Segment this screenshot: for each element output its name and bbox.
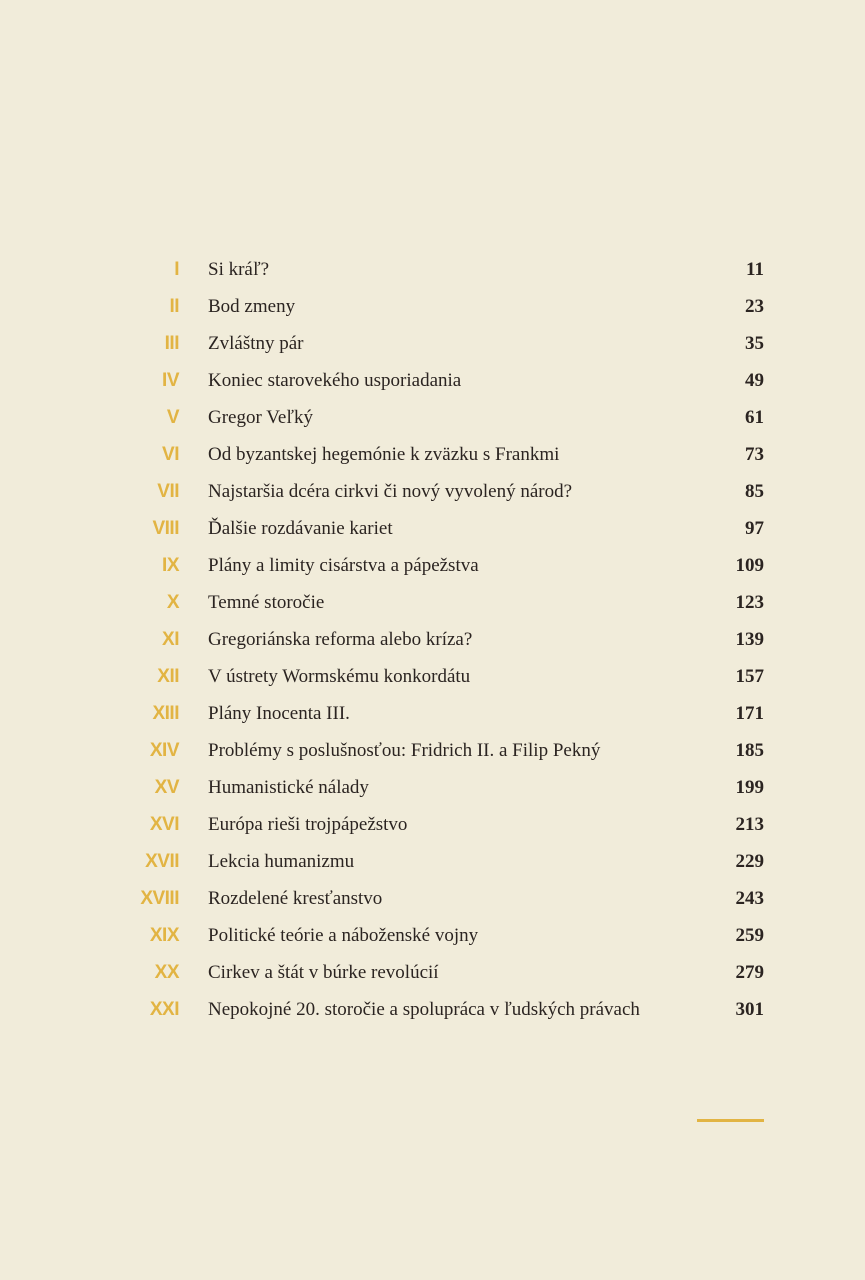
toc-entry [0, 769, 865, 806]
chapter-number: VIII [152, 518, 179, 539]
chapter-number: X [166, 592, 179, 613]
chapter-number: XV [154, 777, 179, 798]
toc-entry [0, 584, 865, 621]
toc-entry [0, 436, 865, 473]
toc-entry [0, 991, 865, 1028]
chapter-title: Gregoriánska reforma alebo kríza? [208, 629, 473, 650]
chapter-title: Si kráľ? [208, 259, 270, 280]
chapter-title: Zvláštny pár [208, 333, 304, 354]
chapter-number: IV [162, 370, 179, 391]
chapter-page: 139 [735, 629, 764, 650]
toc-entry [0, 362, 865, 399]
toc-entry [0, 399, 865, 436]
chapter-number: XIV [149, 740, 179, 761]
chapter-page: 279 [735, 962, 764, 983]
chapter-title: V ústrety Wormskému konkordátu [208, 666, 471, 687]
chapter-page: 259 [735, 925, 764, 946]
toc-entry [0, 621, 865, 658]
chapter-number: XII [157, 666, 179, 687]
chapter-title: Humanistické nálady [208, 777, 369, 798]
chapter-number: I [174, 259, 179, 280]
chapter-title: Od byzantskej hegemónie k zväzku s Frankmi [208, 444, 560, 465]
toc-entry [0, 510, 865, 547]
chapter-page: 171 [735, 703, 764, 724]
chapter-title: Plány a limity cisárstva a pápežstva [208, 555, 479, 576]
chapter-page: 11 [746, 259, 764, 280]
chapter-page: 35 [745, 333, 764, 354]
toc-entry [0, 325, 865, 362]
toc-entry [0, 917, 865, 954]
chapter-page: 23 [745, 296, 764, 317]
chapter-page: 229 [735, 851, 764, 872]
chapter-title: Ďalšie rozdávanie kariet [208, 518, 393, 539]
chapter-title: Gregor Veľký [208, 407, 313, 428]
chapter-title: Rozdelené kresťanstvo [208, 888, 383, 909]
chapter-page: 73 [745, 444, 764, 465]
chapter-number: XIX [149, 925, 179, 946]
chapter-number: XVI [149, 814, 179, 835]
toc-entry [0, 473, 865, 510]
chapter-number: XVIII [140, 888, 179, 909]
chapter-title: Lekcia humanizmu [208, 851, 355, 872]
chapter-number: III [164, 333, 179, 354]
chapter-page: 185 [735, 740, 764, 761]
toc-entry [0, 695, 865, 732]
toc-entry [0, 288, 865, 325]
chapter-title: Problémy s poslušnosťou: Fridrich II. a Filip Pekný [208, 740, 601, 761]
toc-entry [0, 843, 865, 880]
chapter-title: Plány Inocenta III. [208, 703, 350, 724]
chapter-title: Koniec starovekého usporiadania [208, 370, 462, 391]
toc-entry [0, 880, 865, 917]
decorative-rule [697, 1119, 764, 1122]
chapter-page: 49 [745, 370, 764, 391]
chapter-title: Bod zmeny [208, 296, 296, 317]
chapter-number: XIII [152, 703, 179, 724]
chapter-page: 109 [735, 555, 764, 576]
toc-entry [0, 658, 865, 695]
chapter-title: Európa rieši trojpápežstvo [208, 814, 408, 835]
chapter-number: II [169, 296, 179, 317]
chapter-title: Najstaršia dcéra cirkvi či nový vyvolený národ? [208, 481, 573, 502]
table-of-contents [0, 251, 865, 1028]
toc-entry [0, 547, 865, 584]
toc-entry [0, 954, 865, 991]
chapter-page: 97 [745, 518, 764, 539]
chapter-title: Cirkev a štát v búrke revolúcií [208, 962, 439, 983]
chapter-title: Nepokojné 20. storočie a spolupráca v ľudských právach [208, 999, 640, 1020]
chapter-number: XXI [149, 999, 179, 1020]
chapter-number: XI [162, 629, 179, 650]
chapter-page: 157 [735, 666, 764, 687]
chapter-page: 199 [735, 777, 764, 798]
chapter-page: 301 [735, 999, 764, 1020]
chapter-number: VII [157, 481, 179, 502]
chapter-page: 123 [735, 592, 764, 613]
toc-entry [0, 251, 865, 288]
chapter-number: V [166, 407, 179, 428]
chapter-number: XVII [145, 851, 179, 872]
chapter-number: XX [154, 962, 179, 983]
chapter-page: 85 [745, 481, 764, 502]
chapter-number: IX [162, 555, 179, 576]
chapter-title: Politické teórie a náboženské vojny [208, 925, 479, 946]
chapter-title: Temné storočie [208, 592, 325, 613]
toc-entry [0, 732, 865, 769]
chapter-page: 61 [745, 407, 764, 428]
chapter-page: 213 [735, 814, 764, 835]
chapter-page: 243 [735, 888, 764, 909]
chapter-number: VI [162, 444, 179, 465]
toc-entry [0, 806, 865, 843]
